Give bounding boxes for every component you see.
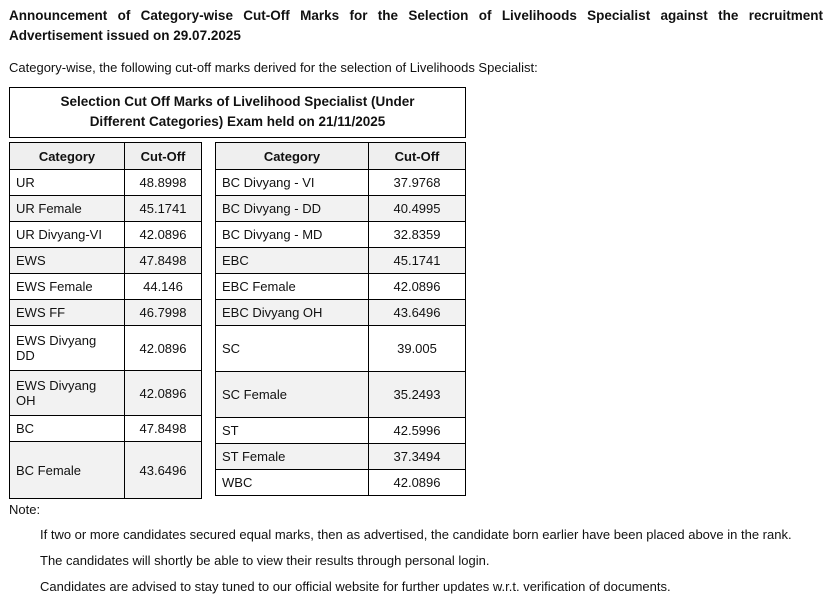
category-cell: EBC Female — [216, 274, 369, 300]
category-cell: EWS Divyang OH — [10, 371, 125, 416]
table-row — [10, 248, 202, 274]
table-row — [216, 470, 466, 496]
table-row — [216, 196, 466, 222]
table-row — [216, 300, 466, 326]
table-row — [10, 274, 202, 300]
category-cell: EWS Female — [10, 274, 125, 300]
tables-row — [9, 142, 466, 499]
table-row — [10, 371, 202, 416]
column-header-cutoff: Cut-Off — [125, 143, 202, 170]
table-row — [10, 222, 202, 248]
cutoff-cell: 42.0896 — [125, 326, 202, 371]
table-row — [10, 196, 202, 222]
cutoff-cell: 45.1741 — [369, 248, 466, 274]
notes-section — [40, 526, 823, 597]
cutoff-cell: 39.005 — [369, 326, 466, 372]
announcement-heading: Announcement of Category-wise Cut-Off Marks for the Selection of Livelihoods Specialist against the recruitment Advertisement issued on 29.07.2025 — [9, 8, 823, 44]
cutoff-cell: 42.0896 — [125, 371, 202, 416]
category-cell: UR — [10, 170, 125, 196]
category-cell: ST Female — [216, 444, 369, 470]
right-table-body — [216, 170, 466, 496]
cutoff-cell: 47.8498 — [125, 248, 202, 274]
cutoff-cell: 46.7998 — [125, 300, 202, 326]
cutoff-cell: 48.8998 — [125, 170, 202, 196]
cutoff-cell: 42.5996 — [369, 418, 466, 444]
intro-text: Category-wise, the following cut-off marks derived for the selection of Livelihoods Specialist: — [9, 59, 538, 75]
table-row — [216, 444, 466, 470]
table-row — [216, 372, 466, 418]
category-cell: BC Divyang - MD — [216, 222, 369, 248]
column-header-category: Category — [216, 143, 369, 170]
header-row — [216, 143, 466, 170]
table-row — [216, 274, 466, 300]
category-cell: BC — [10, 416, 125, 442]
category-cell: UR Divyang-VI — [10, 222, 125, 248]
cutoff-cell: 47.8498 — [125, 416, 202, 442]
cutoff-cell: 42.0896 — [369, 470, 466, 496]
column-header-category: Category — [10, 143, 125, 170]
cutoff-cell: 37.9768 — [369, 170, 466, 196]
category-cell: EBC Divyang OH — [216, 300, 369, 326]
cutoff-table-block — [9, 87, 466, 500]
category-cell: BC Divyang - DD — [216, 196, 369, 222]
cutoff-cell: 42.0896 — [125, 222, 202, 248]
table-title: Selection Cut Off Marks of Livelihood Specialist (Under Different Categories) Exam held on 21/11/2025 — [9, 87, 466, 139]
table-row — [216, 248, 466, 274]
cutoff-cell: 44.146 — [125, 274, 202, 300]
table-row — [216, 326, 466, 372]
category-cell: WBC — [216, 470, 369, 496]
cutoff-table-right — [215, 142, 466, 496]
table-row — [216, 222, 466, 248]
table-row — [10, 416, 202, 442]
note-item: The candidates will shortly be able to view their results through personal login. — [40, 553, 490, 569]
category-cell: UR Female — [10, 196, 125, 222]
category-cell: EWS FF — [10, 300, 125, 326]
table-row — [10, 442, 202, 499]
category-cell: EBC — [216, 248, 369, 274]
cutoff-cell: 32.8359 — [369, 222, 466, 248]
cutoff-table-left — [9, 142, 202, 499]
category-cell: EWS Divyang DD — [10, 326, 125, 371]
note-item: Candidates are advised to stay tuned to our official website for further updates w.r.t. verification of documents. — [40, 579, 671, 595]
table-row — [10, 326, 202, 371]
cutoff-cell: 37.3494 — [369, 444, 466, 470]
header-row — [10, 143, 202, 170]
cutoff-cell: 35.2493 — [369, 372, 466, 418]
cutoff-cell: 43.6496 — [369, 300, 466, 326]
note-item: If two or more candidates secured equal marks, then as advertised, the candidate born earlier have been placed above in the rank. — [40, 527, 792, 543]
cutoff-cell: 42.0896 — [369, 274, 466, 300]
category-cell: BC Divyang - VI — [216, 170, 369, 196]
category-cell: ST — [216, 418, 369, 444]
table-row — [10, 170, 202, 196]
category-cell: EWS — [10, 248, 125, 274]
left-table-body — [10, 170, 202, 499]
category-cell: SC — [216, 326, 369, 372]
table-row — [216, 170, 466, 196]
category-cell: BC Female — [10, 442, 125, 499]
table-row — [216, 418, 466, 444]
column-header-cutoff: Cut-Off — [369, 143, 466, 170]
cutoff-cell: 43.6496 — [125, 442, 202, 499]
note-label: Note: — [9, 502, 41, 518]
cutoff-cell: 40.4995 — [369, 196, 466, 222]
cutoff-cell: 45.1741 — [125, 196, 202, 222]
category-cell: SC Female — [216, 372, 369, 418]
table-row — [10, 300, 202, 326]
